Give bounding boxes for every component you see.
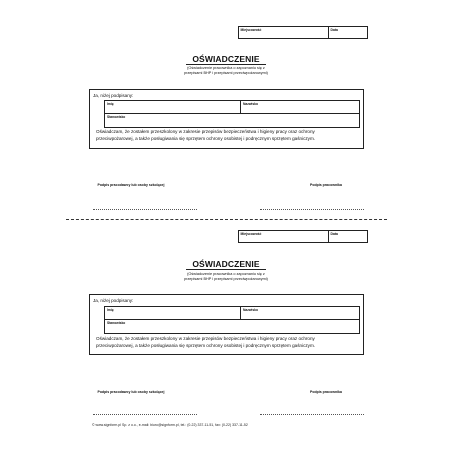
signature-trainer-line[interactable] — [93, 414, 197, 415]
last-name-label: Nazwisko — [243, 308, 259, 312]
last-name-field[interactable] — [241, 101, 359, 113]
first-name-field[interactable] — [105, 101, 241, 113]
statement-line-2: przeciwpożarowej, a także posługiwania się sprzętem ochrony osobistej i podręcznym sprzętem gaśniczym. — [96, 343, 316, 348]
position-label: Stanowisko — [107, 115, 126, 119]
position-field[interactable] — [105, 114, 359, 127]
personal-data-grid — [104, 100, 360, 128]
signature-trainer-label: Podpis pracodawcy lub osoby szkolącej — [97, 183, 165, 187]
date-field[interactable] — [329, 231, 367, 242]
place-label: Miejscowość — [240, 232, 262, 236]
place-date-box-1 — [238, 26, 368, 39]
last-name-field[interactable] — [241, 307, 359, 319]
first-name-label: Imię — [107, 102, 114, 106]
first-name-field[interactable] — [105, 307, 241, 319]
place-field[interactable] — [239, 27, 329, 38]
form-subtitle — [0, 272, 452, 282]
intro-text: Ja, niżej podpisany: — [93, 298, 134, 303]
place-label: Miejscowość — [240, 28, 262, 32]
signature-employee-line[interactable] — [260, 414, 364, 415]
place-date-box-2 — [238, 230, 368, 243]
signature-employee-label: Podpis pracownika — [310, 390, 342, 394]
statement-line-2: przeciwpożarowej, a także posługiwania się sprzętem ochrony osobistej i podręcznym sprzętem gaśniczym. — [96, 136, 316, 141]
signature-trainer-line[interactable] — [93, 209, 197, 210]
date-field[interactable] — [329, 27, 367, 38]
form-subtitle — [0, 66, 452, 76]
statement-text — [96, 128, 362, 142]
title-underline — [186, 64, 266, 65]
footer-copyright: © www.signform.pl Sp. z o.o., e-mail: biuro@signform.pl, tel.: (0-22) 337-11-51, fax: (0-22) 337-11-52 — [92, 423, 248, 427]
statement-frame-1 — [89, 89, 364, 149]
title-underline — [186, 269, 266, 270]
form-title: OŚWIADCZENIE — [192, 259, 260, 269]
intro-text: Ja, niżej podpisany: — [93, 93, 134, 98]
signature-employee-label: Podpis pracownika — [310, 183, 342, 187]
cut-line — [66, 219, 387, 220]
statement-line-1: Oświadczam, że zostałem przeszkolony w zakresie przepisów bezpieczeństwa i higieny pracy oraz ochrony — [96, 129, 315, 134]
statement-line-1: Oświadczam, że zostałem przeszkolony w zakresie przepisów bezpieczeństwa i higieny pracy oraz ochrony — [96, 336, 315, 341]
subtitle-line-1: (Oświadczenie pracownika o zapoznaniu się z — [187, 66, 265, 70]
statement-text — [96, 335, 362, 349]
place-field[interactable] — [239, 231, 329, 242]
signature-trainer-label: Podpis pracodawcy lub osoby szkolącej — [97, 390, 165, 394]
first-name-label: Imię — [107, 308, 114, 312]
subtitle-line-2: przepisami BHP i przepisami przeciwpożarowymi) — [184, 277, 268, 281]
last-name-label: Nazwisko — [243, 102, 259, 106]
position-field[interactable] — [105, 320, 359, 333]
position-label: Stanowisko — [107, 321, 126, 325]
personal-data-grid — [104, 306, 360, 334]
signature-employee-line[interactable] — [260, 209, 364, 210]
subtitle-line-1: (Oświadczenie pracownika o zapoznaniu się z — [187, 272, 265, 276]
statement-frame-2 — [89, 294, 364, 355]
form-title: OŚWIADCZENIE — [192, 54, 260, 64]
date-label: Data — [330, 232, 338, 236]
date-label: Data — [330, 28, 338, 32]
subtitle-line-2: przepisami BHP i przepisami przeciwpożarowymi) — [184, 71, 268, 75]
